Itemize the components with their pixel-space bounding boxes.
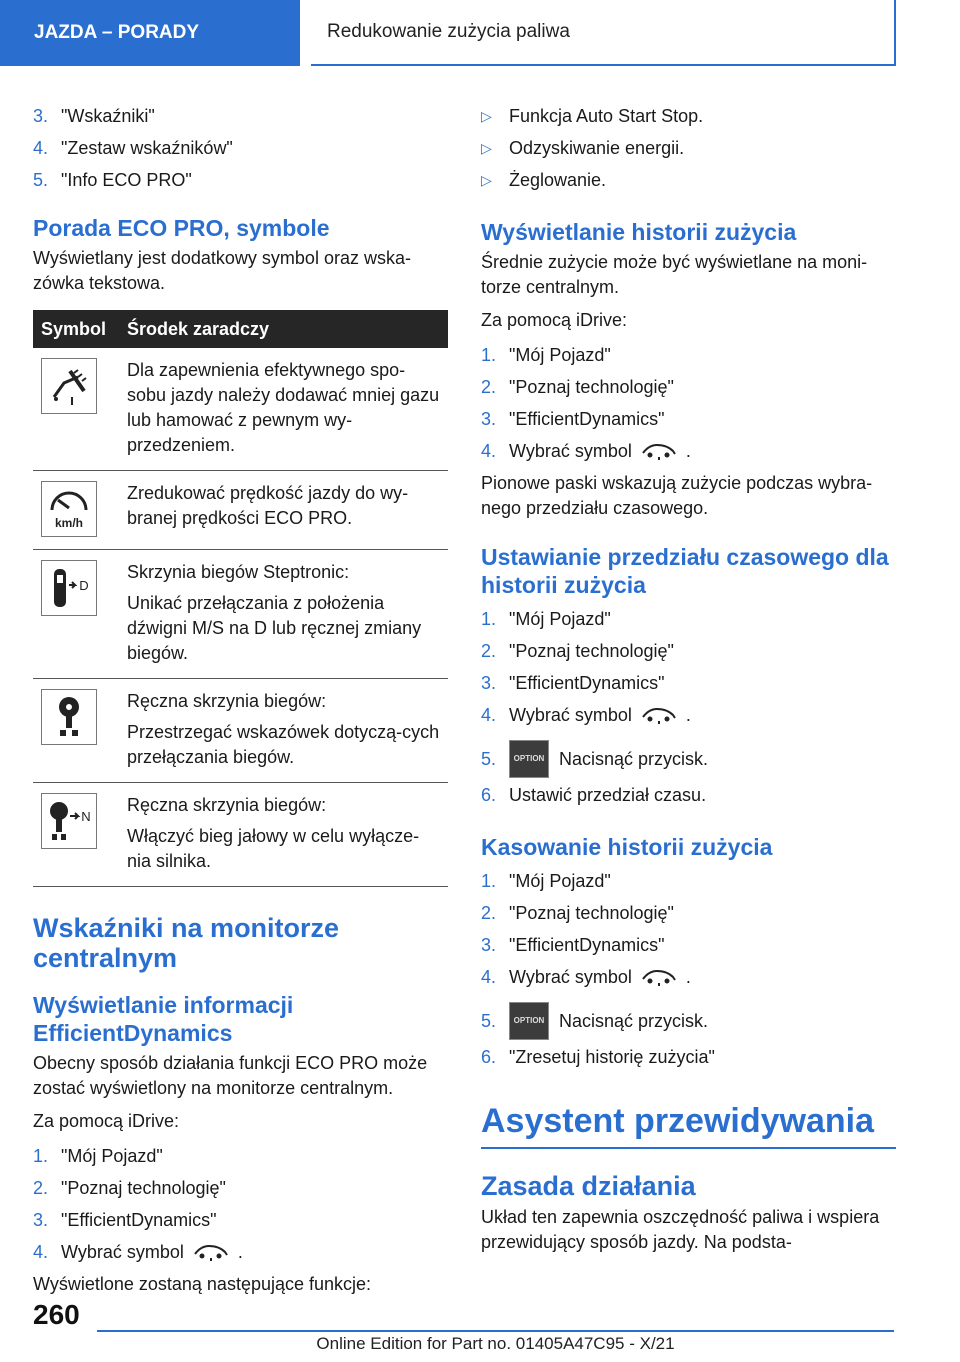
- car-symbol-icon: [640, 704, 678, 726]
- foot-pedal-icon: [41, 358, 97, 414]
- table-row: N Ręczna skrzynia biegów: Włączyć bieg jałowy w celu wyłącze-nia silnika.: [33, 783, 448, 887]
- svg-text:N: N: [81, 809, 91, 824]
- car-symbol-icon: [640, 966, 678, 988]
- symbol-table: [33, 310, 448, 887]
- monitor-heading: Wskaźniki na monitorze centralnym: [33, 913, 340, 973]
- display-steps: [33, 1140, 448, 1268]
- list-item: 1. "Mój Pojazd": [481, 871, 611, 891]
- history-heading: Wyświetlanie historii zużycia: [481, 219, 797, 245]
- list-item: 4. Wybrać symbol .: [481, 705, 691, 725]
- list-item: 4. Wybrać symbol .: [481, 441, 691, 461]
- eco-tips-heading: Porada ECO PRO, symbole: [33, 215, 330, 241]
- list-item: 3. "EfficientDynamics": [481, 935, 665, 955]
- gear-shift-icon: [41, 689, 97, 745]
- list-item: 5. "Info ECO PRO": [33, 170, 192, 190]
- interval-heading: Ustawianie przedziału czasowego dla historii zużycia: [481, 544, 889, 598]
- list-item: 1. "Mój Pojazd": [481, 609, 611, 629]
- list-item: 3. "Wskaźniki": [33, 106, 155, 126]
- functions-list: [481, 100, 896, 196]
- list-item: 6. "Zresetuj historię zużycia": [481, 1047, 715, 1067]
- list-item: 3. "EfficientDynamics": [481, 409, 665, 429]
- principle-text: Układ ten zapewnia oszczędność paliwa i wspiera przewidujący sposób jazdy. Na podsta-: [481, 1207, 880, 1252]
- reset-steps: [481, 865, 896, 1073]
- functions-text: Wyświetlone zostaną następujące funkcje:: [33, 1274, 372, 1294]
- car-symbol-icon: [640, 440, 678, 462]
- footer-divider: [97, 1330, 894, 1332]
- list-item: 2. "Poznaj technologię": [33, 1178, 226, 1198]
- table-row: Ręczna skrzynia biegów: Przestrzegać wskazówek dotyczą-cych przełączania biegów.: [33, 679, 448, 783]
- list-item: 5. OPTION Nacisnąć przycisk.: [481, 739, 896, 779]
- reset-heading: Kasowanie historii zużycia: [481, 834, 773, 860]
- list-item: 6. Ustawić przedział czasu.: [481, 785, 707, 805]
- list-item: 2. "Poznaj technologię": [481, 641, 674, 661]
- car-symbol-icon: [192, 1241, 230, 1263]
- interval-steps: [481, 603, 896, 811]
- table-header-symbol: Symbol: [33, 310, 119, 348]
- option-button-icon: OPTION: [509, 740, 549, 778]
- list-item: 3. "EfficientDynamics": [481, 673, 665, 693]
- list-item: ▷ Funkcja Auto Start Stop.: [481, 106, 704, 126]
- eco-tips-text: Wyświetlany jest dodatkowy symbol oraz wska-zówka tekstowa.: [33, 248, 411, 293]
- gear-lever-n-icon: [41, 793, 97, 849]
- table-row: Dla zapewnienia efektywnego spo-sobu jazdy należy dodawać mniej gazu lub hamować z pewnym wy-przedzeniem.: [33, 348, 448, 471]
- list-item: 3. "EfficientDynamics": [33, 1210, 217, 1230]
- list-item: 2. "Poznaj technologię": [481, 377, 674, 397]
- history-note: Pionowe paski wskazują zużycie podczas wybra-nego przedziału czasowego.: [481, 473, 873, 518]
- left-column: [33, 100, 448, 1297]
- header-section: JAZDA – PORADY: [0, 0, 300, 66]
- idrive-text: Za pomocą iDrive:: [481, 310, 628, 330]
- history-steps: [481, 339, 896, 467]
- list-item: 4. Wybrać symbol .: [33, 1242, 243, 1262]
- display-text: Obecny sposób działania funkcji ECO PRO może zostać wyświetlony na monitorze centralnym.: [33, 1053, 428, 1098]
- page-number: 260: [33, 1299, 80, 1330]
- right-column: [481, 100, 896, 1255]
- principle-heading: Zasada działania: [481, 1171, 696, 1201]
- table-header-action: Środek zaradczy: [119, 310, 448, 348]
- list-item: ▷ Żeglowanie.: [481, 170, 607, 190]
- list-item: 2. "Poznaj technologię": [481, 903, 674, 923]
- assistant-heading: Asystent przewidywania: [481, 1101, 896, 1149]
- speedometer-kmh-icon: [41, 481, 97, 537]
- svg-text:km/h: km/h: [54, 516, 84, 530]
- gear-lever-d-icon: [41, 560, 97, 616]
- list-item: 1. "Mój Pojazd": [481, 345, 611, 365]
- list-item: ▷ Odzyskiwanie energii.: [481, 138, 685, 158]
- idrive-text: Za pomocą iDrive:: [33, 1111, 180, 1131]
- list-item: 5. OPTION Nacisnąć przycisk.: [481, 1001, 896, 1041]
- history-text: Średnie zużycie może być wyświetlane na moni-torze centralnym.: [481, 252, 868, 297]
- list-item: 1. "Mój Pojazd": [33, 1146, 163, 1166]
- list-item: 4. "Zestaw wskaźników": [33, 138, 233, 158]
- table-row: km/h Zredukować prędkość jazdy do wy-branej prędkości ECO PRO.: [33, 471, 448, 550]
- display-heading: Wyświetlanie informacji EfficientDynamics: [33, 992, 294, 1046]
- list-item: 4. Wybrać symbol .: [481, 967, 691, 987]
- intro-list: [33, 100, 448, 196]
- footer-edition: Online Edition for Part no. 01405A47C95 - X/21: [316, 1334, 675, 1353]
- table-row: D Skrzynia biegów Steptronic: Unikać przełączania z położenia dźwigni M/S na D lub ręcznej zmiany biegów.: [33, 550, 448, 679]
- svg-text:D: D: [79, 578, 89, 593]
- header-topic: Redukowanie zużycia paliwa: [311, 0, 896, 66]
- option-button-icon: OPTION: [509, 1002, 549, 1040]
